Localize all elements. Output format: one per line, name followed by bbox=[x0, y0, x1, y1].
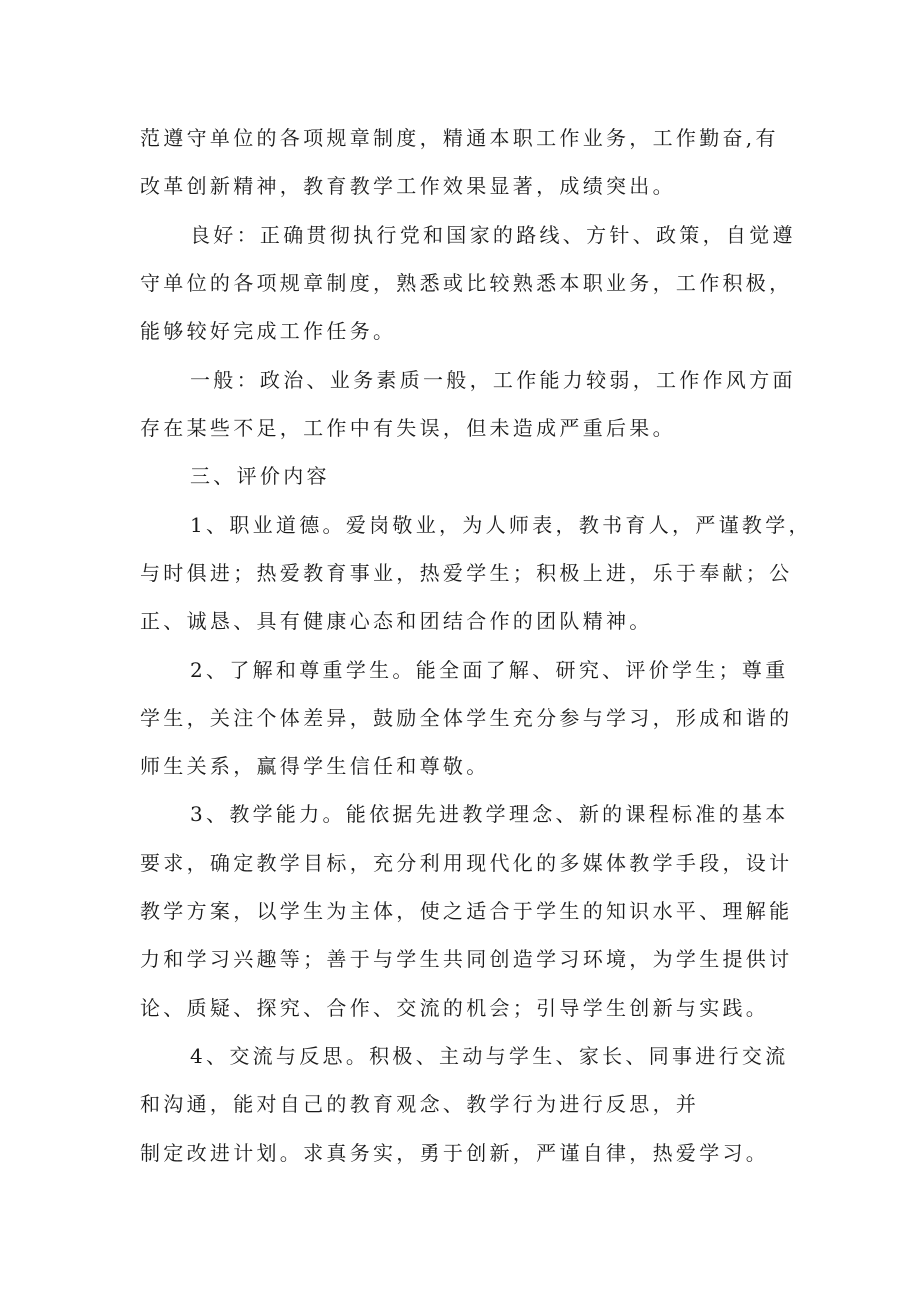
text-line: 4、交流与反思。积极、主动与学生、家长、同事进行交流 bbox=[190, 1044, 789, 1068]
text-line: 一般：政治、业务素质一般，工作能力较弱，工作作风方面 bbox=[190, 368, 796, 392]
text-line: 3、教学能力。能依据先进教学理念、新的课程标准的基本 bbox=[190, 802, 789, 826]
text-line: 学生，关注个体差异，鼓励全体学生充分参与学习，形成和谐的 bbox=[140, 706, 793, 730]
text-line: 教学方案，以学生为主体，使之适合于学生的知识水平、理解能 bbox=[140, 899, 793, 923]
text-line: 和沟通，能对自己的教育观念、教学行为进行反思，并 bbox=[140, 1092, 700, 1116]
section-heading: 三、评价内容 bbox=[190, 464, 330, 488]
text-line: 能够较好完成工作任务。 bbox=[140, 319, 397, 343]
text-line: 要求，确定教学目标，充分利用现代化的多媒体教学手段，设计 bbox=[140, 851, 793, 875]
text-line: 存在某些不足，工作中有失误，但未造成严重后果。 bbox=[140, 416, 676, 440]
text-line: 良好：正确贯彻执行党和国家的路线、方针、政策，自觉遵 bbox=[190, 223, 796, 247]
text-line: 论、质疑、探究、合作、交流的机会；引导学生创新与实践。 bbox=[140, 996, 770, 1020]
text-line: 1、职业道德。爱岗敬业，为人师表，教书育人，严谨教学， bbox=[190, 513, 812, 537]
text-line: 正、诚恳、具有健康心态和团结合作的团队精神。 bbox=[140, 609, 653, 633]
text-line: 师生关系，赢得学生信任和尊敬。 bbox=[140, 754, 490, 778]
text-line: 2、了解和尊重学生。能全面了解、研究、评价学生；尊重 bbox=[190, 658, 789, 682]
text-line: 范遵守单位的各项规章制度，精通本职工作业务，工作勤奋,有 bbox=[140, 126, 779, 150]
text-line: 守单位的各项规章制度，熟悉或比较熟悉本职业务，工作积极， bbox=[140, 271, 793, 295]
text-line: 改革创新精神，教育教学工作效果显著，成绩突出。 bbox=[140, 174, 676, 198]
text-line: 制定改进计划。求真务实，勇于创新，严谨自律，热爱学习。 bbox=[140, 1141, 770, 1165]
text-line: 与时俱进；热爱教育事业，热爱学生；积极上进，乐于奉献；公 bbox=[140, 561, 793, 585]
text-line: 力和学习兴趣等；善于与学生共同创造学习环境，为学生提供讨 bbox=[140, 947, 793, 971]
